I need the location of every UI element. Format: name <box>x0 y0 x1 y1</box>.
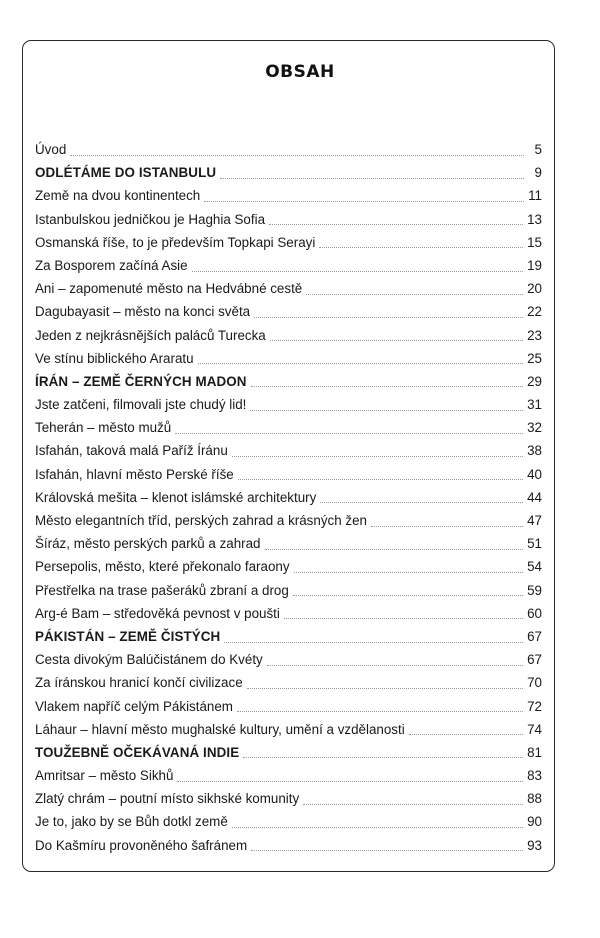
toc-entry <box>35 277 542 300</box>
toc-page-number: 20 <box>527 281 542 297</box>
toc-entry-title: Zlatý chrám – poutní místo sikhské komunity <box>35 791 300 807</box>
toc-page-number: 44 <box>527 489 542 505</box>
toc-entry-title: Je to, jako by se Bůh dotkl země <box>35 814 228 830</box>
toc-entry-title: Královská mešita – klenot islámské architektury <box>35 489 317 505</box>
toc-page-number: 51 <box>527 536 542 552</box>
toc-entry-title: Persepolis, město, které překonalo faraony <box>35 559 290 575</box>
page-title: OBSAH <box>265 62 335 82</box>
toc-entry-title: Přestřelka na trase pašeráků zbraní a drog <box>35 582 289 598</box>
dot-leader <box>270 339 523 341</box>
toc-page-number: 22 <box>527 304 542 320</box>
dot-leader <box>371 525 523 527</box>
toc-entry-title: Úvod <box>35 142 67 157</box>
toc-entry <box>35 208 542 231</box>
toc-entry-title: Ve stínu biblického Araratu <box>35 350 194 366</box>
dot-leader <box>254 316 523 318</box>
toc-entry <box>35 648 542 671</box>
toc-page-number: 5 <box>534 142 542 157</box>
dot-leader <box>320 501 523 503</box>
dot-leader <box>306 293 523 295</box>
toc-entry-title: PÁKISTÁN – ZEMĚ ČISTÝCH <box>35 628 221 644</box>
toc-entry-title: Jeden z nejkrásnějších paláců Turecka <box>35 327 266 343</box>
toc-entry <box>35 463 542 486</box>
table-of-contents <box>35 138 542 857</box>
toc-entry <box>35 324 542 347</box>
toc-page-number: 11 <box>528 188 542 204</box>
dot-leader <box>293 594 523 596</box>
toc-entry <box>35 416 542 439</box>
toc-page-number: 70 <box>527 675 542 691</box>
toc-entry-title: Teherán – město mužů <box>35 420 172 436</box>
toc-page-number: 38 <box>527 443 542 459</box>
toc-entry-title: Jste zatčeni, filmovali jste chudý lid! <box>35 397 247 413</box>
toc-entry <box>35 486 542 509</box>
toc-page-number: 93 <box>527 837 542 853</box>
toc-entry <box>35 718 542 741</box>
dot-leader <box>238 478 523 480</box>
toc-page-number: 72 <box>527 698 542 714</box>
toc-entry <box>35 834 542 857</box>
toc-entry-title: Ani – zapomenuté město na Hedvábné cestě <box>35 281 303 297</box>
toc-entry <box>35 532 542 555</box>
toc-page-number: 59 <box>527 582 542 598</box>
toc-page-number: 32 <box>527 420 542 436</box>
toc-entry-title: Země na dvou kontinentech <box>35 188 201 204</box>
toc-entry <box>35 602 542 625</box>
toc-page-number: 81 <box>527 744 542 760</box>
dot-leader <box>251 849 523 851</box>
dot-leader <box>409 733 523 735</box>
dot-leader <box>251 385 524 387</box>
toc-section-heading <box>35 370 542 393</box>
dot-leader <box>70 154 524 156</box>
toc-entry <box>35 579 542 602</box>
toc-entry-title: Arg-é Bam – středověká pevnost v poušti <box>35 605 280 621</box>
dot-leader <box>269 223 523 225</box>
toc-entry <box>35 787 542 810</box>
toc-entry <box>35 764 542 787</box>
toc-page-number: 13 <box>527 211 542 227</box>
toc-page-number: 90 <box>527 814 542 830</box>
toc-entry <box>35 695 542 718</box>
dot-leader <box>198 362 524 364</box>
dot-leader <box>243 756 523 758</box>
dot-leader <box>284 617 523 619</box>
dot-leader <box>204 200 524 202</box>
toc-section-heading <box>35 741 542 764</box>
dot-leader <box>247 687 523 689</box>
toc-entry-title: Vlakem napříč celým Pákistánem <box>35 698 233 714</box>
dot-leader <box>250 409 523 411</box>
dot-leader <box>232 455 523 457</box>
toc-page-number: 31 <box>527 397 542 413</box>
dot-leader <box>267 664 523 666</box>
toc-page-number: 23 <box>527 327 542 343</box>
toc-section-heading <box>35 161 542 184</box>
toc-entry-title: Isfahán, taková malá Paříž Íránu <box>35 443 228 459</box>
dot-leader <box>319 246 523 248</box>
toc-page-number: 88 <box>527 791 542 807</box>
dot-leader <box>303 803 523 805</box>
dot-leader <box>237 710 523 712</box>
toc-entry <box>35 300 542 323</box>
toc-entry <box>35 555 542 578</box>
toc-entry <box>35 231 542 254</box>
toc-page-number: 54 <box>527 559 542 575</box>
toc-page-number: 19 <box>527 257 542 273</box>
toc-page-number: 47 <box>527 513 542 528</box>
toc-entry-title: Cesta divokým Balúčistánem do Kvéty <box>35 652 263 668</box>
toc-entry <box>35 393 542 416</box>
toc-section-heading <box>35 625 542 648</box>
toc-page-number: 40 <box>527 466 542 482</box>
toc-entry <box>35 254 542 277</box>
toc-entry-title: Osmanská říše, to je především Topkapi Serayi <box>35 234 316 250</box>
toc-page-number: 60 <box>527 605 542 621</box>
toc-entry <box>35 810 542 833</box>
toc-entry-title: Za Bosporem začíná Asie <box>35 257 188 273</box>
toc-entry-title: Město elegantních tříd, perských zahrad a krásných žen <box>35 513 367 528</box>
toc-page-number: 67 <box>527 652 542 668</box>
toc-entry-title: Šíráz, město perských parků a zahrad <box>35 536 261 552</box>
toc-entry <box>35 509 542 532</box>
toc-page-number: 67 <box>527 628 542 644</box>
toc-page-number: 74 <box>527 721 542 737</box>
dot-leader <box>224 641 523 643</box>
toc-entry-title: Istanbulskou jedničkou je Haghia Sofia <box>35 211 266 227</box>
toc-page-number: 25 <box>527 350 542 366</box>
toc-entry-title: Amritsar – město Sikhů <box>35 768 174 784</box>
toc-page-number: 9 <box>534 165 542 181</box>
dot-leader <box>232 826 523 828</box>
dot-leader <box>192 270 524 272</box>
toc-entry-title: Za íránskou hranicí končí civilizace <box>35 675 243 691</box>
toc-entry <box>35 138 542 161</box>
dot-leader <box>265 548 524 550</box>
toc-entry <box>35 184 542 207</box>
toc-entry <box>35 439 542 462</box>
dot-leader <box>294 571 524 573</box>
toc-entry <box>35 671 542 694</box>
dot-leader <box>175 432 523 434</box>
toc-entry-title: TOUŽEBNĚ OČEKÁVANÁ INDIE <box>35 744 240 760</box>
toc-entry-title: ODLÉTÁME DO ISTANBULU <box>35 165 217 181</box>
toc-entry-title: Láhaur – hlavní město mughalské kultury, umění a vzdělanosti <box>35 721 405 737</box>
dot-leader <box>177 780 523 782</box>
dot-leader <box>220 177 524 179</box>
toc-entry-title: Do Kašmíru provoněného šafránem <box>35 837 248 853</box>
toc-entry <box>35 347 542 370</box>
toc-entry-title: Isfahán, hlavní město Perské říše <box>35 466 234 482</box>
toc-entry-title: Dagubayasit – město na konci světa <box>35 304 251 320</box>
toc-page-number: 29 <box>527 373 542 389</box>
toc-page-number: 15 <box>527 234 542 250</box>
toc-page-number: 83 <box>527 768 542 784</box>
toc-entry-title: ÍRÁN – ZEMĚ ČERNÝCH MADON <box>35 373 247 389</box>
